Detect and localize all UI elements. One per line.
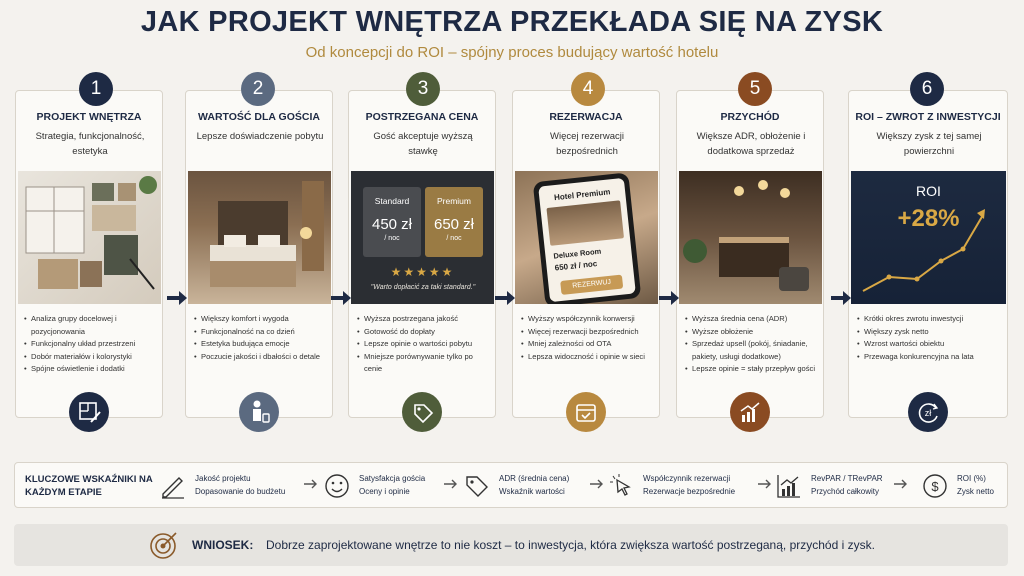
arrow-right-icon <box>831 291 851 305</box>
arrow-right-icon <box>495 291 515 305</box>
step-title: REZERWACJA <box>549 111 623 123</box>
conclusion-banner <box>14 524 1008 566</box>
kpi-title: Satysfakcja gościa <box>359 474 426 483</box>
list-item: • Większy zysk netto <box>857 326 993 339</box>
roi-label: ROI <box>916 183 941 199</box>
kpi-item <box>607 469 767 503</box>
list-item: • Mniej zależności od OTA <box>521 338 657 351</box>
list-item: • Poczucie jakości i dbałości o detale <box>194 351 330 364</box>
price-label: Standard <box>374 196 410 206</box>
list-item: • Przewaga konkurencyjna na lata <box>857 351 993 364</box>
kpi-item <box>159 469 299 503</box>
phone-booking-image <box>515 171 658 304</box>
kpi-title: RevPAR / TRevPAR <box>811 474 883 483</box>
step-card-perceived-price <box>348 90 496 418</box>
kpi-title: ADR (średnia cena) <box>499 474 570 483</box>
list-item: • Spójne oświetlenie i dodatki <box>24 363 160 376</box>
dollar-coin-icon <box>921 472 949 500</box>
price-unit: / noc <box>384 235 400 242</box>
list-item: • Wzrost wartości obiektu <box>857 338 993 351</box>
list-item: • Krótki okres zwrotu inwestycji <box>857 313 993 326</box>
process-steps <box>0 70 1024 420</box>
step-number-badge: 1 <box>79 72 113 106</box>
list-item: • Wyższa postrzegana jakość <box>357 313 493 326</box>
list-item: • Lepsze opinie = stały przepływ gości <box>685 363 821 376</box>
roi-value: +28% <box>897 205 960 232</box>
list-item: • Funkcjonalność na co dzień <box>194 326 330 339</box>
kpi-title: ROI (%) <box>957 474 986 483</box>
arrow-right-icon <box>659 291 679 305</box>
smiley-icon <box>323 472 351 500</box>
arrow-right-icon <box>303 477 319 491</box>
arrow-right-icon <box>757 477 773 491</box>
arrow-right-icon <box>589 477 605 491</box>
kpi-heading: KLUCZOWE WSKAŹNIKI NA KAŻDYM ETAPIE <box>25 474 153 498</box>
kpi-item <box>775 469 895 503</box>
hotel-lobby-image <box>679 171 822 304</box>
page-title: JAK PROJEKT WNĘTRZA PRZEKŁADA SIĘ NA ZYSK <box>140 6 884 38</box>
step-title: POSTRZEGANA CENA <box>365 111 479 123</box>
price-value: 450 zł <box>371 216 413 233</box>
list-item: • Funkcjonalny układ przestrzeni <box>24 338 160 351</box>
kpi-item <box>323 469 443 503</box>
currency-cycle-icon <box>908 392 948 432</box>
book-button[interactable]: REZERWUJ <box>560 275 623 295</box>
step-number-badge: 3 <box>406 72 440 106</box>
roi-growth-line <box>859 195 989 295</box>
step-bullet-list <box>685 313 821 376</box>
list-item: • Lepsza widoczność i opinie w sieci <box>521 351 657 364</box>
step-card-revenue <box>676 90 824 418</box>
rating-stars: ★★★★★ <box>390 265 455 279</box>
kpi-item <box>463 469 593 503</box>
chart-growth-icon <box>775 472 803 500</box>
calendar-check-icon <box>566 392 606 432</box>
moodboard-image <box>18 171 161 304</box>
kpi-item <box>921 469 1005 503</box>
list-item: • Większy komfort i wygoda <box>194 313 330 326</box>
arrow-right-icon <box>167 291 187 305</box>
step-description: Strategia, funkcjonalność, estetyka <box>35 131 145 157</box>
step-bullet-list <box>521 313 657 363</box>
step-number-badge: 2 <box>241 72 275 106</box>
kpi-strip <box>14 462 1008 508</box>
phone-room-photo <box>546 200 624 246</box>
roi-panel <box>851 171 1006 304</box>
phone-room-name: Deluxe Room <box>553 246 602 261</box>
step-card-roi <box>848 90 1008 418</box>
step-bullet-list <box>194 313 330 363</box>
step-description: Więcej rezerwacji bezpośrednich <box>550 131 624 157</box>
step-bullet-list <box>857 313 993 363</box>
list-item: • Dobór materiałów i kolorystyki <box>24 351 160 364</box>
list-item: • Sprzedaż upsell (pokój, śniadanie, pakiety, usługi dodatkowe) <box>685 338 821 363</box>
standard-price-box <box>363 187 421 257</box>
target-icon <box>148 529 180 561</box>
conclusion-label: WNIOSEK: <box>192 538 254 552</box>
step-number-badge: 4 <box>571 72 605 106</box>
step-description: Większy zysk z tej samej powierzchni <box>876 131 982 157</box>
arrow-right-icon <box>443 477 459 491</box>
step-bullet-list <box>24 313 160 376</box>
list-item: • Wyższy współczynnik konwersji <box>521 313 657 326</box>
list-item: • Wyższa średnia cena (ADR) <box>685 313 821 326</box>
price-tag-icon <box>402 392 442 432</box>
kpi-subtitle: Dopasowanie do budżetu <box>195 487 286 496</box>
cursor-click-icon <box>607 472 635 500</box>
step-card-design <box>15 90 163 418</box>
list-item: • Więcej rezerwacji bezpośrednich <box>521 326 657 339</box>
kpi-title: Jakość projektu <box>195 474 251 483</box>
kpi-title: Współczynnik rezerwacji <box>643 474 731 483</box>
pencil-ruler-icon <box>159 472 187 500</box>
price-comparison-panel <box>351 171 494 304</box>
phone-mockup <box>533 172 642 304</box>
step-number-badge: 5 <box>738 72 772 106</box>
floor-plan-pencil-icon <box>69 392 109 432</box>
kpi-subtitle: Rezerwacje bezpośrednie <box>643 487 736 496</box>
step-description: Lepsze doświadczenie pobytu <box>196 131 324 142</box>
guest-quote: "Warto dopłacić za taki standard." <box>370 284 476 291</box>
guest-luggage-icon <box>239 392 279 432</box>
tag-icon <box>463 472 491 500</box>
list-item: • Analiza grupy docelowej i pozycjonowania <box>24 313 160 338</box>
step-bullet-list <box>357 313 493 376</box>
svg-text:$: $ <box>931 479 939 494</box>
list-item: • Estetyka budująca emocje <box>194 338 330 351</box>
step-title: WARTOŚĆ DLA GOŚCIA <box>198 111 320 123</box>
step-card-guest-value <box>185 90 333 418</box>
premium-price-box <box>425 187 483 257</box>
price-label: Premium <box>436 196 471 206</box>
step-title: PROJEKT WNĘTRZA <box>36 111 142 123</box>
step-card-booking <box>512 90 660 418</box>
step-description: Większe ADR, obłożenie i dodatkowa sprzedaż <box>696 131 806 157</box>
list-item: • Wyższe obłożenie <box>685 326 821 339</box>
kpi-subtitle: Wskaźnik wartości <box>499 487 565 496</box>
kpi-subtitle: Oceny i opinie <box>359 487 410 496</box>
step-title: PRZYCHÓD <box>720 111 780 123</box>
kpi-subtitle: Zysk netto <box>957 487 994 496</box>
price-value: 650 zł <box>433 216 475 233</box>
kpi-subtitle: Przychód całkowity <box>811 487 880 496</box>
phone-room-price: 650 zł / noc <box>554 259 598 273</box>
step-description: Gość akceptuje wyższą stawkę <box>373 131 473 157</box>
list-item: • Lepsze opinie o wartości pobytu <box>357 338 493 351</box>
price-unit: / noc <box>446 235 462 242</box>
arrow-right-icon <box>893 477 909 491</box>
list-item: • Mniejsze porównywanie tylko po cenie <box>357 351 493 376</box>
page-subtitle: Od koncepcji do ROI – spójny proces budujący wartość hotelu <box>305 44 719 61</box>
list-item: • Gotowość do dopłaty <box>357 326 493 339</box>
bar-growth-icon <box>730 392 770 432</box>
hotel-room-image <box>188 171 331 304</box>
svg-text:zł: zł <box>924 408 932 418</box>
step-number-badge: 6 <box>910 72 944 106</box>
phone-hotel-name: Hotel Premium <box>553 187 611 203</box>
arrow-right-icon <box>331 291 351 305</box>
conclusion-text: Dobrze zaprojektowane wnętrze to nie koszt – to inwestycja, która zwiększa wartość postrzeganą, przychód i zysk. <box>266 538 875 552</box>
step-title: ROI – ZWROT Z INWESTYCJI <box>855 111 1001 123</box>
